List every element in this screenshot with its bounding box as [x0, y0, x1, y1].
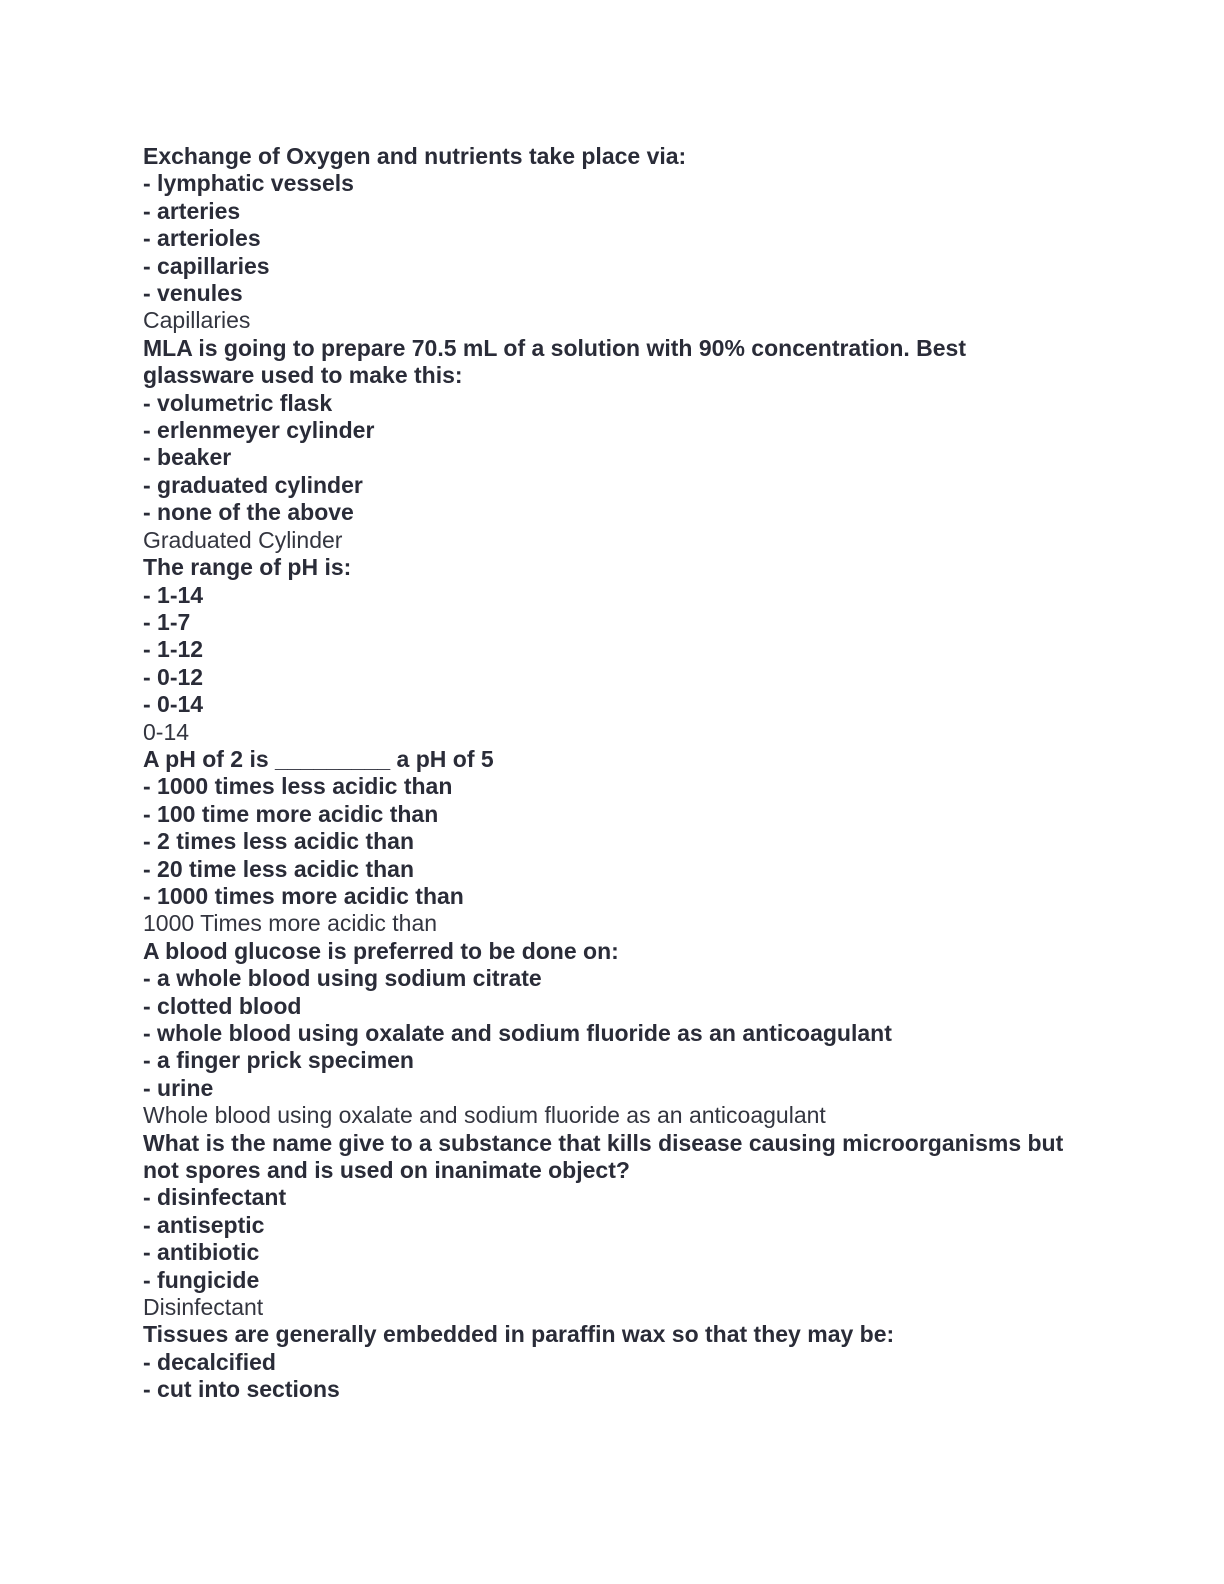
- option: - arteries: [143, 197, 241, 224]
- option: - 0-12: [143, 663, 204, 690]
- question-text: What is the name give to a substance that kills disease causing microorganisms but not spores and is used on inanimate object?: [143, 1129, 1064, 1184]
- option: - venules: [143, 280, 243, 307]
- option: - erlenmeyer cylinder: [143, 417, 375, 444]
- option: - disinfectant: [143, 1184, 287, 1211]
- option: - graduated cylinder: [143, 471, 363, 498]
- option: - arterioles: [143, 225, 261, 252]
- question-text: Exchange of Oxygen and nutrients take place via:: [143, 143, 687, 169]
- question-text: A pH of 2 is _________ a pH of 5: [143, 745, 494, 772]
- question-block: [143, 938, 1083, 1130]
- option: - 1-7: [143, 608, 191, 635]
- option: - 0-14: [143, 691, 204, 718]
- option: - 20 time less acidic than: [143, 855, 415, 882]
- option: - 1000 times less acidic than: [143, 773, 453, 800]
- answer-text: 0-14: [143, 718, 190, 745]
- option: - none of the above: [143, 499, 354, 526]
- option: - a finger prick specimen: [143, 1047, 414, 1074]
- option: - a whole blood using sodium citrate: [143, 965, 542, 992]
- question-text: Tissues are generally embedded in paraffin wax so that they may be:: [143, 1321, 895, 1348]
- option: - beaker: [143, 444, 232, 471]
- option: - clotted blood: [143, 992, 302, 1019]
- option: - whole blood using oxalate and sodium fluoride as an anticoagulant: [143, 1020, 892, 1046]
- answer-text: Capillaries: [143, 307, 251, 334]
- question-text: The range of pH is:: [143, 554, 352, 581]
- option: - 1-14: [143, 581, 204, 608]
- question-text: A blood glucose is preferred to be done on:: [143, 937, 619, 964]
- option: - 1000 times more acidic than: [143, 882, 464, 909]
- answer-text: Disinfectant: [143, 1294, 264, 1321]
- answer-text: Whole blood using oxalate and sodium fluoride as an anticoagulant: [143, 1102, 826, 1129]
- question-block: [143, 143, 1083, 335]
- question-block: [143, 746, 1083, 938]
- question-block: [143, 335, 1083, 554]
- option: - 100 time more acidic than: [143, 800, 439, 827]
- option: - urine: [143, 1074, 214, 1101]
- question-block: [143, 554, 1083, 746]
- option: - volumetric flask: [143, 389, 333, 416]
- question-block: [143, 1130, 1083, 1322]
- option: - 1-12: [143, 636, 204, 663]
- option: - lymphatic vessels: [143, 170, 354, 197]
- option: - cut into sections: [143, 1376, 340, 1403]
- question-text: MLA is going to prepare 70.5 mL of a solution with 90% concentration. Best glassware used to make this:: [143, 334, 967, 389]
- answer-text: 1000 Times more acidic than: [143, 910, 438, 937]
- option: - capillaries: [143, 252, 270, 279]
- document-page: [143, 143, 1083, 1404]
- question-block: [143, 1321, 1083, 1403]
- answer-text: Graduated Cylinder: [143, 526, 343, 553]
- option: - antiseptic: [143, 1211, 265, 1238]
- option: - fungicide: [143, 1266, 260, 1293]
- option: - antibiotic: [143, 1239, 260, 1266]
- option: - decalcified: [143, 1348, 276, 1375]
- option: - 2 times less acidic than: [143, 828, 415, 855]
